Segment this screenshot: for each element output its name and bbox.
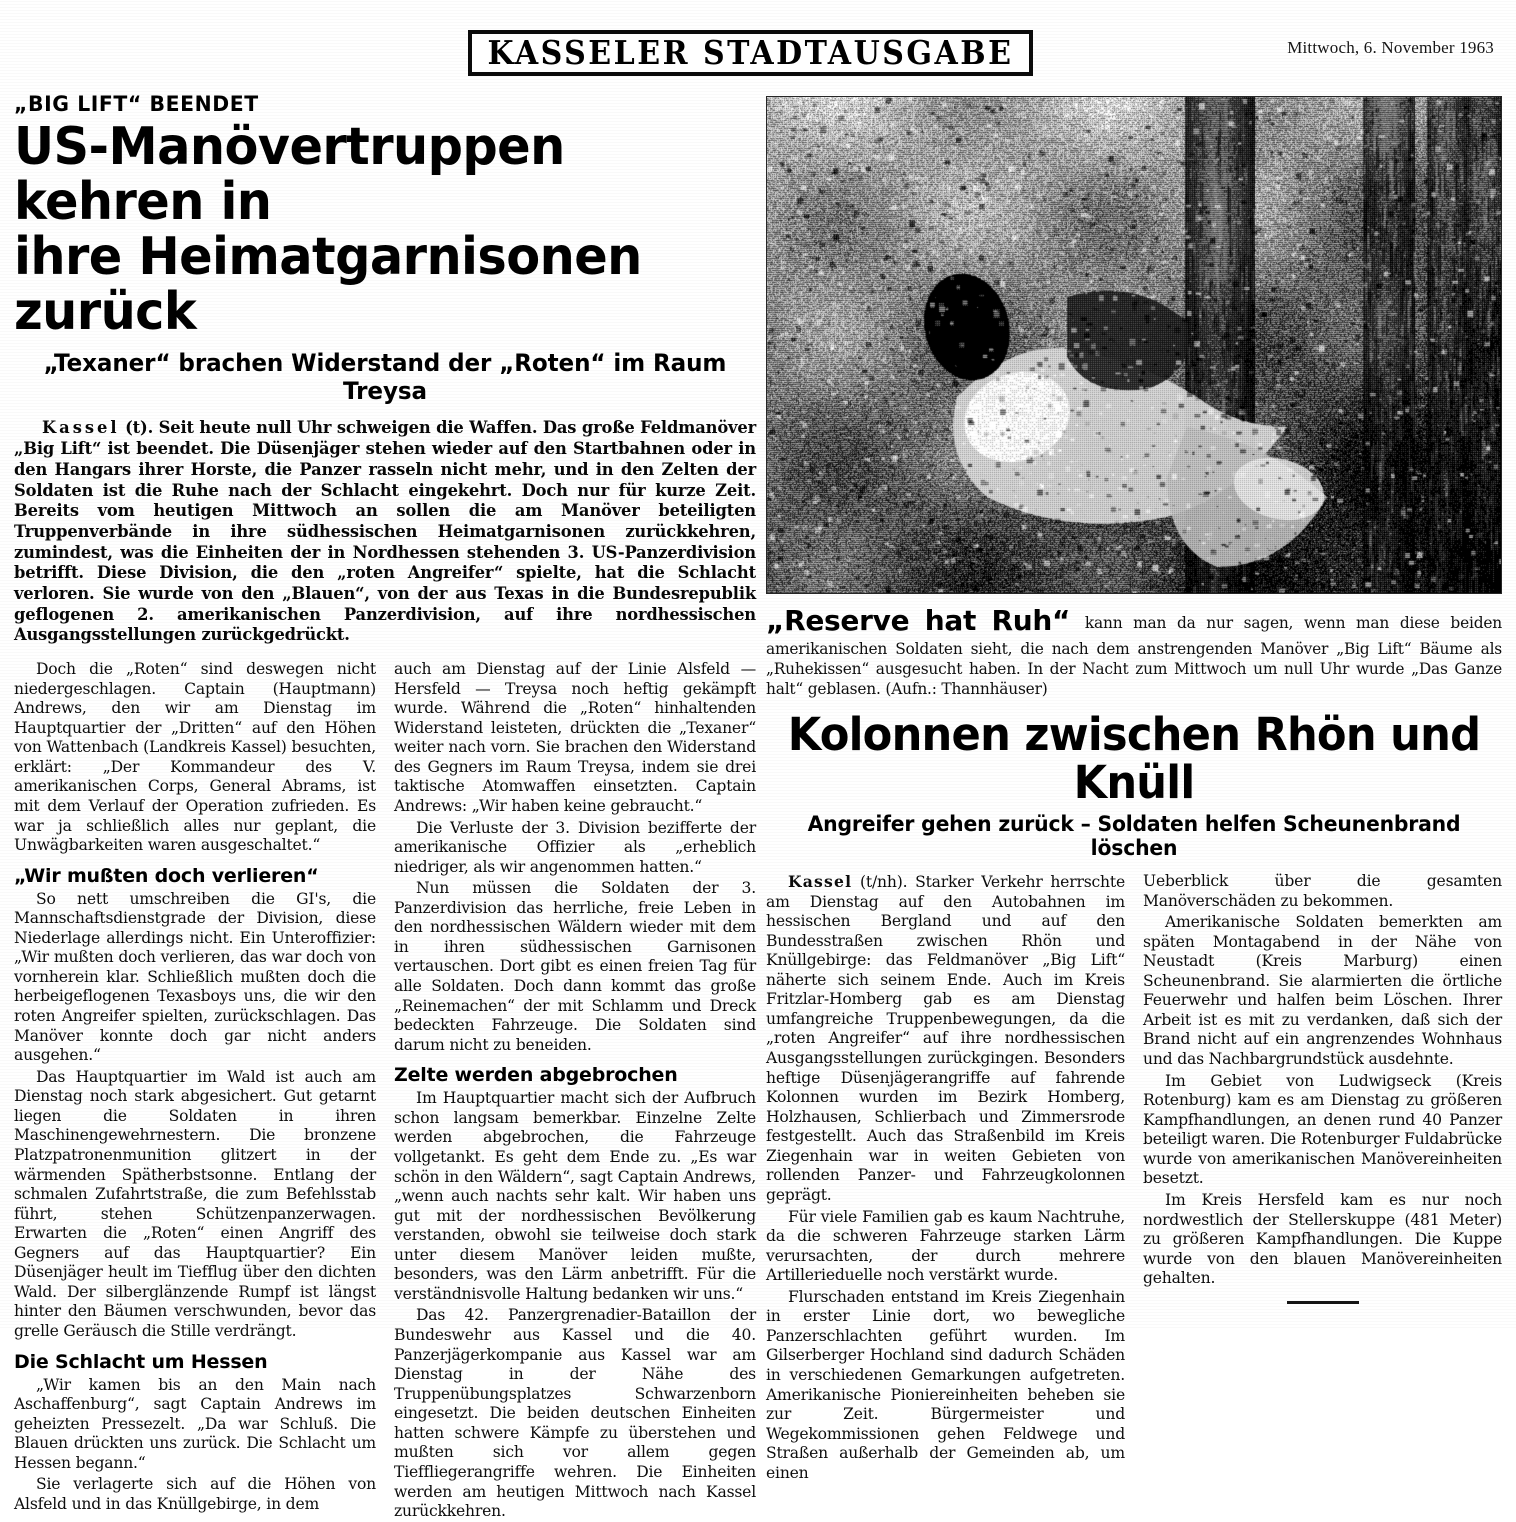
paragraph-continued: Ueberblick über die gesamten Manöverschäden zu bekommen. [1143,871,1502,910]
second-dateline-suffix: (t/nh). [852,872,908,891]
masthead [0,22,1516,80]
paragraph: Doch die „Roten“ sind deswegen nicht niedergeschlagen. Captain (Hauptmann) Andrews, den wir am Dienstag im Hauptquartier der „Dritten“ auf den Höhen von Wattenbach (Landkreis Kassel) besuchten, erklärt: „Der Kommandeur des V. amerikanischen Corps, General Abrams, ist mit dem Verlauf der Operation zufrieden. Es war ja schließlich alles nur geplant, die Unwägbarkeiten waren ausgeschaltet.“ [14,660,376,855]
paragraph: Das Hauptquartier im Wald ist auch am Dienstag noch stark abgesichert. Gut getarnt liegen die Soldaten in ihren Maschinengewehrnestern. Die bronzene Platzpatronenmunition glitzert in der wärmenden Spätherbstsonne. Entlang der schmalen Zufahrtstraße, die zum Befehlsstab führt, stehen Schützenpanzerwagen. Erwarten die „Roten“ einen Angriff des Gegners auf das Hauptquartier? Ein Düsenjäger heult im Tiefflug über den dichten Wald. Der silberglänzende Rumpf ist längst hinter den Bäumen verschwunden, bevor das grelle Geräusch die Stille verdrängt. [14,1067,376,1340]
main-article-columns [14,660,756,1522]
section-heading: „Wir mußten doch verlieren“ [14,864,319,887]
paragraph: Flurschaden entstand im Kreis Ziegenhain in erster Linie dort, wo bewegliche Panzerschlachten geführt wurden. Im Gilserberger Hochland sind dadurch Schäden in verschiedenen Gemarkungen aufgetreten. Amerikanische Pioniereinheiten beheben sie zur Zeit. Bürgermeister und Wegekommissionen gehen Feldwege und Straßen außerhalb der Gemeinden ab, um einen [766,1287,1125,1482]
photo-credit: (Aufn.: Thannhäuser) [885,680,1048,699]
photo-canvas [767,97,1502,594]
main-headline-line-2: ihre Heimatgarnisonen zurück [14,227,642,343]
paragraph: Amerikanische Soldaten bemerkten am späten Montagabend in der Nähe von Neustadt (Kreis Marburg) einen Scheunenbrand. Sie alarmierten die örtliche Feuerwehr und halfen beim Löschen. Ihrer Arbeit ist es mit zu verdanken, daß sich der Brand nicht auf ein angrenzendes Wohnhaus und das Nachbargrundstück ausdehnte. [1143,913,1502,1068]
masthead-date: Mittwoch, 6. November 1963 [1287,38,1494,57]
paragraph: „Wir kamen bis an den Main nach Aschaffenburg“, sagt Captain Andrews im geheizten Pressezelt. „Da war Schluß. Die Blauen drückten uns zurück. Die Schlacht um Hessen begann.“ [14,1375,376,1472]
second-article-columns [766,872,1502,1483]
lead-dateline: Kassel [42,418,120,438]
masthead-title: KASSELER STADTAUSGABE [487,34,1014,72]
photo-caption-body: kann man da nur sagen, wenn man diese beiden amerikanischen Soldaten sieht, die nach dem anstrengenden Manöver „Big Lift“ Bäume als „Ruhekissen“ ausgesucht haben. In der Nacht zum Mittwoch um null Uhr wurde „Das Ganze halt“ geblasen. [766,614,1502,699]
second-lead-text: Starker Verkehr herrschte am Dienstag auf den Autobahnen im hessischen Bergland und auf den Bundesstraßen zwischen Rhön und Knüllgebirge: das Feldmanöver „Big Lift“ näherte sich seinem Ende. Auch im Kreis Fritzlar-Homberg gab es am Dienstag umfangreiche Truppenbewegungen, da die „roten Angreifer“ auf ihre nordhessischen Ausgangsstellungen zurückgingen. Besonders heftige Düsenjägerangriffe auf fahrende Kolonnen wurden im Bezirk Homberg, Holzhausen, Schlierbach und Zimmersrode festgestellt. Auch das Straßenbild im Kreis Ziegenhain war in weiten Gebieten von rollenden Panzer- und Fahrzeugkolonnen geprägt. [766,872,1125,1204]
paragraph-lead [766,872,1125,1206]
second-headline: Kolonnen zwischen Rhön und Knüll [787,708,1481,809]
section-heading: Die Schlacht um Hessen [14,1350,268,1373]
soldiers-resting-under-trees-photo [766,96,1502,594]
main-headline [14,117,719,343]
lead-paragraph [14,418,756,646]
main-article [14,92,756,1522]
end-of-article-rule [1287,1301,1359,1304]
main-subhead: „Texaner“ brachen Widerstand der „Roten“ im Raum Treysa [43,349,727,406]
column-1 [14,660,376,1522]
paragraph: Das 42. Panzergrenadier-Bataillon der Bundeswehr aus Kassel und die 40. Panzerjägerkompanie aus Kassel war am Dienstag in der Nähe des Truppenübungsplatzes Schwarzenborn eingesetzt. Die beiden deutschen Einheiten hatten schwere Kämpfe zu überstehen und mußten sich vor allem gegen Tieffliegerangriffe wehren. Die Einheiten werden am heutigen Mittwoch nach Kassel zurückkehren. [394,1306,756,1521]
photo-caption [766,603,1502,699]
right-section [766,96,1502,1483]
second-dateline: Kassel [788,871,853,891]
lead-text: Seit heute null Uhr schweigen die Waffen. Das große Feldmanöver „Big Lift“ ist beendet. Die Düsenjäger stehen wieder auf den Startbahnen oder in den Hangars ihrer Horste, die Panzer rasseln nicht mehr, und in den Zelten der Soldaten ist die Ruhe nach der Schlacht eingekehrt. Doch nur für kurze Zeit. Bereits vom heutigen Mittwoch an sollen die am Manöver beteiligten Truppenverbände in ihre südhessischen Heimatgarnisonen zurückkehren, zumindest, was die Einheiten der in Nordhessen stehenden 3. US-Panzerdivision betrifft. Diese Division, die den „roten Angreifer“ spielte, hat die Schlacht verloren. Sie wurde von den „Blauen“, von der aus Texas in die Bundesrepublik geflogenen 2. amerikanischen Panzerdivision, auf ihre nordhessischen Ausgangsstellungen zurückgedrückt. [14,418,756,645]
column-2 [394,660,756,1522]
paragraph: Im Gebiet von Ludwigseck (Kreis Rotenburg) kam es am Dienstag zu größeren Kampfhandlungen, an denen rund 40 Panzer beteiligt waren. Die Rotenburger Fuldabrücke wurde von amerikanischen Manövereinheiten besetzt. [1143,1071,1502,1188]
article-kicker: „BIG LIFT“ BEENDET [14,92,259,116]
paragraph-continued: auch am Dienstag auf der Linie Alsfeld — Hersfeld — Treysa noch heftig gekämpft wurde. Während die „Roten“ hinhaltenden Widerstand leisteten, drückten die „Texaner“ weiter nach vorn. Sie brachen den Widerstand des Gegners im Raum Treysa, indem sie drei taktische Atomwaffen einsetzten. Captain Andrews: „Wir haben keine gebraucht.“ [394,660,756,815]
paragraph: Nun müssen die Soldaten der 3. Panzerdivision das herrliche, freie Leben in den nordhessischen Wäldern wieder mit dem in ihren südhessischen Garnisonen vertauschen. Dort gibt es einen freien Tag für alle Soldaten. Doch dann kommt das große „Reinemachen“ der mit Schlamm und Dreck bedeckten Fahrzeuge. Die Soldaten sind darum nicht zu beneiden. [394,879,756,1054]
paragraph: Die Verluste der 3. Division bezifferte der amerikanische Offizier als „erheblich niedriger, als wir angenommen hatten.“ [394,818,756,876]
main-headline-line-1: US-Manövertruppen kehren in [14,117,565,233]
paragraph: Für viele Familien gab es kaum Nachtruhe, da die schweren Fahrzeuge starken Lärm verursachten, der durch mehrere Artillerieduelle noch verstärkt wurde. [766,1207,1125,1285]
column-3 [766,872,1125,1483]
second-subhead: Angreifer gehen zurück – Soldaten helfen Scheunenbrand löschen [807,811,1461,860]
paragraph: Im Kreis Hersfeld kam es nur noch nordwestlich der Stellerskuppe (481 Meter) zu größeren Kampfhandlungen. Die Kuppe wurde von den blauen Manövereinheiten gehalten. [1143,1190,1502,1288]
section-heading: Zelte werden abgebrochen [394,1064,678,1087]
masthead-title-box [468,30,1033,76]
paragraph: So nett umschreiben die GI's, die Mannschaftsdienstgrade der Division, diese Niederlage allerdings nicht. Ein Unteroffizier: „Wir mußten doch verlieren, das war doch von vornherein klar. Schließlich mußten doch die herbeigeflogenen Texasboys uns, die wir den roten Angreifer spielten, zurückschlagen. Das Manöver konnte doch gar nicht anders ausgehen.“ [14,889,376,1065]
photo-caption-lead: „Reserve hat Ruh“ [766,604,1071,637]
lead-dateline-suffix: (t). [119,418,154,438]
column-4 [1143,872,1502,1483]
paragraph: Sie verlagerte sich auf die Höhen von Alsfeld und in das Knüllgebirge, in dem [14,1475,376,1513]
paragraph: Im Hauptquartier macht sich der Aufbruch schon langsam bemerkbar. Einzelne Zelte werden abgebrochen, die Fahrzeuge vollgetankt. Es geht dem Ende zu. „Es war schön in den Wäldern“, sagt Captain Andrews, „wenn auch nachts sehr kalt. Wir haben uns gut mit der nordhessischen Bevölkerung verstanden, obwohl sie teilweise doch stark unter diesem Manöver leiden mußte, besonders, was den Lärm anbetrifft. Für die verständnisvolle Haltung bedanken wir uns.“ [394,1089,756,1303]
